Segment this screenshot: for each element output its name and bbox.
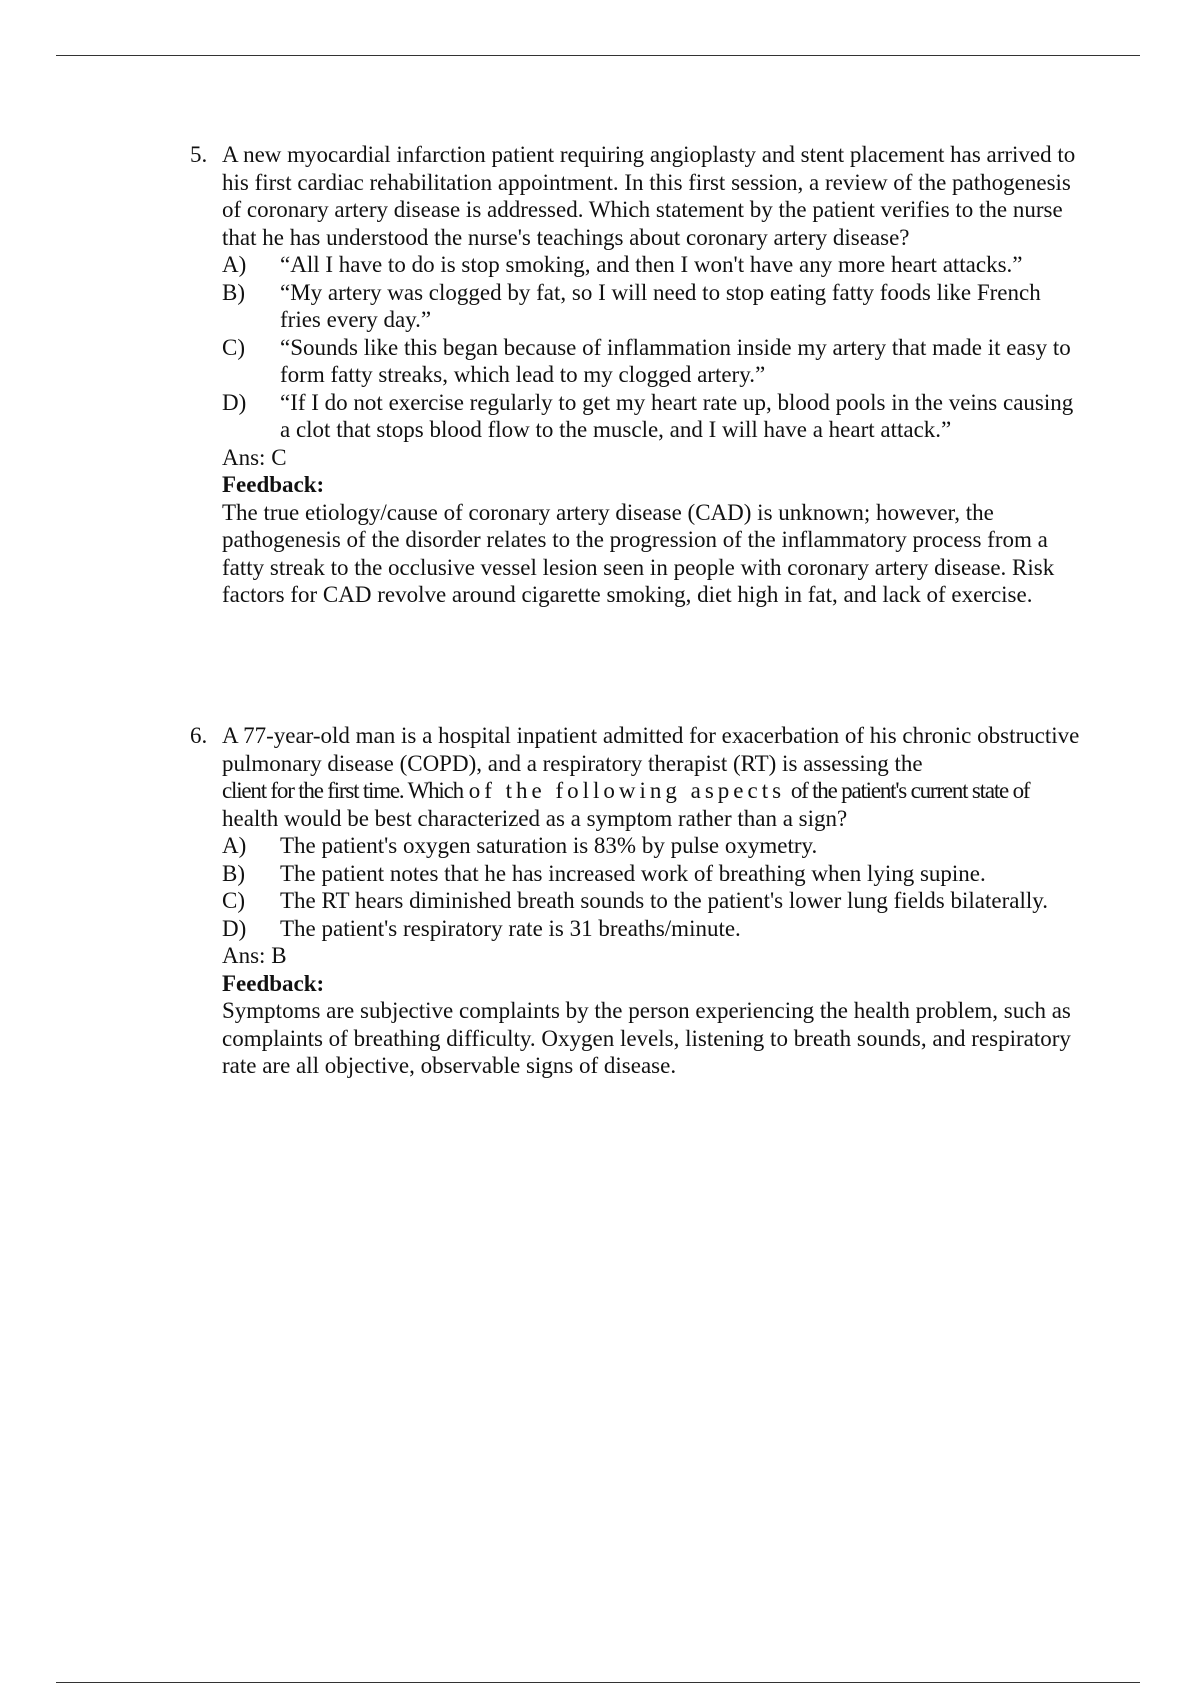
stem-line: of the following aspects bbox=[468, 778, 786, 803]
option-letter: B) bbox=[222, 279, 245, 305]
question-stem: A new myocardial infarction patient requiring angioplasty and stent placement has arrived to his first cardiac rehabilitation appointment. In this first session, a review of the pathogenesis of coronary artery disease is addressed. Which statement by the patient verifies to the nurse that he has understood the nurse's teachings about coronary artery disease? bbox=[222, 142, 1076, 250]
question-body bbox=[222, 832, 1080, 1080]
stem-line: of the patient's current state of bbox=[790, 778, 1030, 803]
top-rule bbox=[56, 55, 1140, 56]
option-text: The patient's oxygen saturation is 83% by pulse oxymetry. bbox=[280, 833, 818, 858]
question-number: 5. bbox=[190, 142, 208, 167]
question-stem bbox=[222, 722, 1080, 832]
stem-line: A 77-year-old man is a hospital inpatient admitted for exacerbation of his chronic obstructive pulmonary disease (COPD), and a respiratory therapist (RT) is assessing the bbox=[222, 723, 1080, 776]
feedback-text: Symptoms are subjective complaints by the person experiencing the health problem, such as complaints of breathing difficulty. Oxygen levels, listening to breath sounds, and respiratory rate are all objective, observable signs of disease. bbox=[222, 998, 1071, 1078]
answer-key: Ans: C bbox=[222, 444, 287, 470]
option-letter: C) bbox=[222, 334, 245, 360]
feedback-text: The true etiology/cause of coronary artery disease (CAD) is unknown; however, the pathogenesis of the disorder relates to the progression of the inflammatory process from a fatty streak to the occlusive vessel lesion seen in people with coronary artery disease. Risk factors for CAD revolve around cigarette smoking, diet high in fat, and lack of exercise. bbox=[222, 499, 1055, 607]
question-number: 6. bbox=[190, 723, 208, 748]
option-text: “All I have to do is stop smoking, and then I won't have any more heart attacks.” bbox=[280, 252, 1023, 277]
answer-option bbox=[222, 251, 1080, 279]
option-letter: A) bbox=[222, 833, 247, 858]
question-body bbox=[222, 251, 1080, 609]
option-text: The RT hears diminished breath sounds to the patient's lower lung fields bilaterally. bbox=[280, 888, 1048, 913]
answer-option bbox=[222, 887, 1080, 915]
option-letter: B) bbox=[222, 860, 245, 886]
option-text: The patient notes that he has increased work of breathing when lying supine. bbox=[280, 860, 986, 886]
option-text: “If I do not exercise regularly to get my heart rate up, blood pools in the veins causing a clot that stops blood flow to the muscle, and I will have a heart attack.” bbox=[280, 389, 1074, 442]
answer-option bbox=[222, 334, 1080, 389]
answer-option bbox=[222, 915, 1080, 943]
stem-line: health would be best characterized as a symptom rather than a sign? bbox=[222, 805, 848, 831]
option-text: The patient's respiratory rate is 31 breaths/minute. bbox=[280, 915, 741, 941]
option-letter: D) bbox=[222, 389, 247, 415]
answer-key: Ans: B bbox=[222, 943, 287, 968]
bottom-rule bbox=[56, 1682, 1140, 1683]
question-stem-row bbox=[190, 141, 1080, 251]
answer-option bbox=[222, 860, 1080, 888]
question-5 bbox=[190, 141, 1080, 609]
option-letter: A) bbox=[222, 252, 247, 277]
question-6 bbox=[190, 722, 1080, 1080]
question-stem-row bbox=[190, 722, 1080, 832]
option-letter: C) bbox=[222, 888, 245, 913]
feedback-label: Feedback: bbox=[222, 970, 325, 996]
answer-option bbox=[222, 389, 1080, 444]
feedback-label: Feedback: bbox=[222, 472, 325, 497]
stem-line: client for the first time. Which bbox=[222, 778, 463, 803]
option-letter: D) bbox=[222, 915, 247, 941]
option-text: “Sounds like this began because of inflammation inside my artery that made it easy to form fatty streaks, which lead to my clogged artery.” bbox=[280, 334, 1071, 387]
option-text: “My artery was clogged by fat, so I will need to stop eating fatty foods like French fries every day.” bbox=[280, 279, 1041, 332]
answer-option bbox=[222, 832, 1080, 860]
answer-option bbox=[222, 279, 1080, 334]
